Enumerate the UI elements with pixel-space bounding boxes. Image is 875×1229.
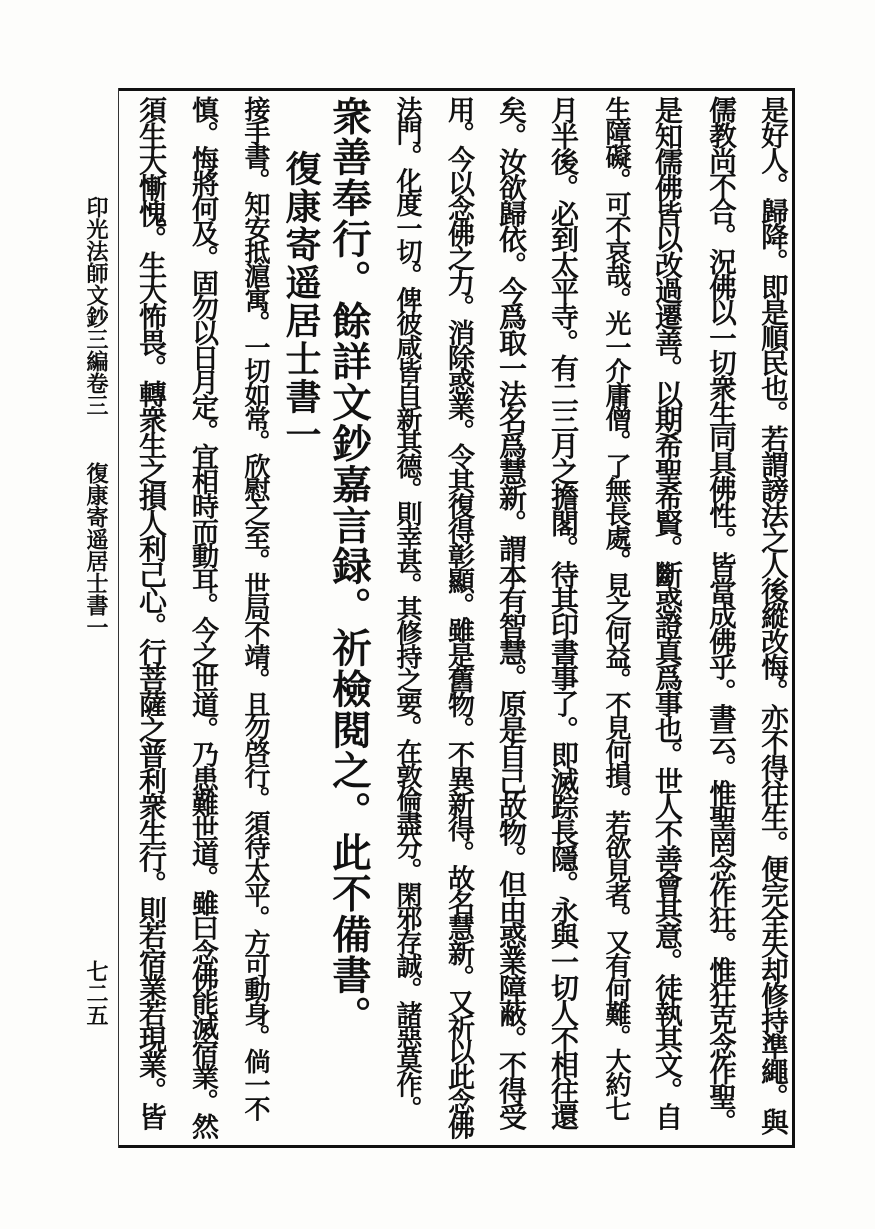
text-column-5: 月半後。必到太平寺。有二三月之擔閣。待其印書事了。即滅踪長隱。永與一切人不相往還 <box>547 96 580 1129</box>
book-title-label: 印光法師文鈔三編卷三 <box>83 196 109 416</box>
text-column-2: 儒教尚不合。況佛以一切衆生同具佛性。皆當成佛乎。書云。惟聖罔念作狂。惟狂克念作聖。 <box>704 96 736 1134</box>
frame-top-rule <box>118 88 794 91</box>
text-column-3: 是知儒佛皆以改過遷善。以期希聖希賢。斷惑證真爲事也。世人不善會其意。徒執其文。自 <box>651 96 684 1129</box>
text-column-13: 須生大慚愧。生大怖畏。轉衆生之損人利己心。行菩薩之普利衆生行。則若宿業若現業。皆 <box>135 96 168 1129</box>
text-column-6: 矣。汝欲歸依。今爲取一法名爲慧新。謂本有智慧。原是自己故物。但由惑業障蔽。不得受 <box>495 96 528 1129</box>
text-column-11: 接手書。知安抵滬寓。一切如常。欣慰之至。世局不靖。且勿啓行。須待太平。方可動身。倘一不 <box>240 96 270 1120</box>
frame-right-rule <box>792 88 795 1148</box>
frame-left-rule <box>118 88 119 1148</box>
text-column-12: 慎。悔將何及。固勿以日月定。宜相時而動耳。今之世道。乃患難世道。雖曰念佛能滅宿業。然 <box>187 96 218 1138</box>
page-number: 七二五 <box>83 960 109 1026</box>
text-column-4: 生障礙。可不哀哉。光一介庸僧。了無長處。見之何益。不見何損。若欲見者。又有何難。大約七 <box>601 96 631 1120</box>
text-column-8: 法門。化度一切。俾彼咸皆自新其德。則幸甚。其修持之要。在敦倫盡分。閑邪存誠。諸惡莫作。 <box>392 96 422 1120</box>
letter-title: 復康寄遥居士書一 <box>280 150 322 454</box>
text-column-7: 用。今以念佛之力。消除惑業。令其復得彰顯。雖是舊物。不異新得。故名慧新。又祈以此念佛 <box>443 96 474 1138</box>
chapter-title-label: 復康寄遥居士書一 <box>83 462 109 638</box>
text-column-9: 衆善奉行。餘詳文鈔嘉言録。祈檢閱之。此不備書。 <box>326 96 372 1037</box>
frame-bottom-rule <box>118 1145 795 1148</box>
text-column-1: 是好人。歸降。即是順民也。若謂謗法之人後縱改悔。亦不得往生。便完全失却修持準繩。與 <box>756 96 788 1134</box>
